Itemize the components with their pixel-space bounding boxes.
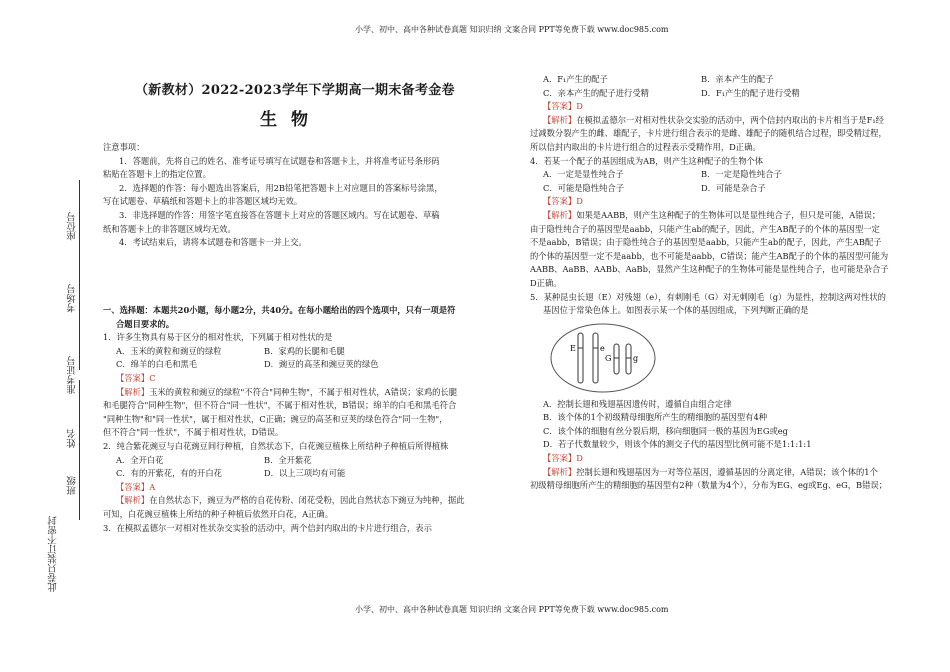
gene-label: G: [605, 353, 612, 363]
question-4-options-row: [530, 182, 902, 196]
analysis-tag: 【解析】: [543, 114, 577, 125]
question-1-stem: 1．许多生物具有易于区分的相对性状，下列属于相对性状的是: [103, 332, 333, 343]
analysis-tag: 【解析】: [543, 466, 577, 477]
seal-notice: 此卷只装订不密封: [48, 516, 59, 592]
option-d: D．F₁产生的配子进行受精: [701, 87, 800, 98]
question-2-options-row: [103, 467, 475, 481]
analysis-line: 过减数分裂产生的雌、雄配子，卡片进行组合表示的是雌、雄配子的随机结合过程，即受精过程，: [530, 128, 887, 139]
analysis-text: 控制长翅和残翅基因为一对等位基因，遵循基因的分离定律，A错误；该个体的1个: [576, 466, 878, 477]
question-5-analysis: [530, 466, 902, 480]
notice-line: 3．非选择题的作答：用签字笔直接答在答题卡上对应的答题区域内。写在试题卷、草稿: [119, 209, 440, 220]
notice-line: 1．答题前，先将自己的姓名、准考证号填写在试题卷和答题卡上，并将准考证号条形码: [119, 155, 440, 166]
question-3-answer: 【答案】D: [543, 101, 583, 112]
class-label: 班级: [67, 476, 78, 495]
analysis-line: "同种生物"和"同一性状"，属于相对性状，C正确；豌豆的高茎和豆荚的绿色符合"同一生物"，: [103, 413, 448, 424]
notice-line: 4．考试结束后，请将本试题卷和答题卡一并上交。: [119, 237, 307, 248]
option-d: D．若子代数量较少，则该个体的测交子代的基因型比例可能不是1:1:1:1: [543, 439, 812, 450]
question-3-options-row: [530, 87, 902, 101]
notice-heading: 注意事项：: [103, 142, 145, 152]
analysis-line: 由于隐性纯合子的基因型是aabb，只能产生ab的配子，因此，产生AB配子的个体的基因型一定: [530, 223, 880, 234]
analysis-line: 所以信封内取出的卡片进行组合的过程表示受精作用，D正确。: [530, 141, 761, 152]
binding-line: [79, 180, 80, 370]
question-5-stem: 5．某种昆虫长翅（E）对残翅（e），有刺刚毛（G）对无刺刚毛（g）为显性，控制这两对性状的: [530, 291, 886, 302]
chromosome-4: [626, 344, 631, 374]
analysis-text: 在自然状态下，豌豆为严格的自花传粉、闭花受粉，因此自然状态下豌豆为纯种，据此: [149, 495, 465, 506]
exam-room-label: 考场号: [67, 284, 78, 313]
question-4-answer: 【答案】D: [543, 196, 583, 207]
option-a: A．一定是显性纯合子: [543, 169, 624, 180]
chromosome-2: [593, 333, 598, 383]
notice-line: 2．选择题的作答：每小题选出答案后，用2B铅笔把答题卡上对应题目的答案标号涂黑，: [119, 182, 443, 193]
notice-line: 粘贴在答题卡上的指定位置。: [103, 169, 211, 180]
question-1-options-row: [103, 358, 475, 372]
subject-title: 生物: [260, 110, 322, 130]
option-a: A．全开白花: [116, 454, 164, 465]
notice-line: 纸和答题卡上的非答题区域均无效。: [103, 223, 236, 234]
section-heading-cont: 合题目要求的。: [116, 318, 175, 329]
chromosome-figure: [548, 320, 658, 396]
question-3-stem: 3．在模拟孟德尔一对相对性状杂交实验的活动中，两个信封内取出的卡片进行组合，表示: [103, 522, 432, 533]
option-a: A．F₁产生的配子: [543, 74, 608, 84]
section-heading: 一、选择题：本题共20小题，每小题2分，共40分。在每小题给出的四个选项中，只有一项是符: [103, 305, 456, 315]
question-4-analysis: [530, 209, 902, 223]
notice-block: [103, 141, 473, 250]
question-2-answer: 【答案】A: [116, 481, 156, 492]
analysis-text: 如果是AABB，则产生这种配子的生物体可以是显性纯合子，但只是可能，A错误；: [576, 209, 881, 220]
analysis-text: 在模拟孟德尔一对相对性状杂交实验的活动中，两个信封内取出的卡片相当于是F₁经: [576, 114, 884, 125]
analysis-line: 初级精母细胞所产生的精细胞的基因型有2种（数量为4个），分布为EG、eg或Eg、eG，B错误；: [530, 480, 888, 491]
question-2-stem: 2．纯合紫花豌豆与白花豌豆间行种植，自然状态下，白花豌豆植株上所结种子种植后所得植株: [103, 440, 449, 451]
chromosome-1: [578, 333, 583, 383]
ticket-number-label: 准考证号: [67, 356, 78, 394]
option-c: C．有的开紫花，有的开白花: [116, 468, 222, 479]
option-d: D．可能是杂合子: [701, 182, 766, 193]
section-one: [103, 304, 475, 535]
option-b: B．家鸡的长腿和毛腿: [264, 345, 345, 356]
right-column: [530, 73, 902, 493]
seat-label: 座位号: [67, 212, 78, 241]
notice-line: 写在试题卷、草稿纸和答题卡上的非答题区域均无效。: [103, 196, 303, 207]
chromosome-figure-area: [530, 318, 902, 398]
analysis-line: D正确。: [530, 277, 562, 288]
option-c: C．可能是隐性纯合子: [543, 182, 625, 193]
analysis-tag: 【解析】: [116, 495, 150, 506]
option-b: B．一定是隐性纯合子: [701, 169, 782, 180]
option-b: B．亲本产生的配子: [701, 74, 774, 84]
option-a: A．控制长翅和残翅基因遗传时，遵循自由组合定律: [543, 398, 732, 409]
analysis-line: 但不符合"同一性状"，不属于相对性状，D错误。: [103, 427, 284, 438]
gene-label: g: [633, 353, 639, 363]
analysis-tag: 【解析】: [543, 209, 577, 220]
question-1-answer: 【答案】C: [116, 372, 156, 383]
binding-line-lower: [79, 380, 80, 520]
gene-label: e: [600, 343, 605, 353]
analysis-text: 玉米的黄粒和豌豆的绿粒"不符合"同种生物"，不属于相对性状，A错误；家鸡的长腿: [149, 386, 458, 397]
cell-outline: [551, 324, 655, 392]
option-c: C．绵羊的白毛和黑毛: [116, 359, 198, 370]
question-2-options-row: [103, 454, 475, 468]
analysis-line: 不是aabb，B错误；由于隐性纯合子的基因型是aabb，只能产生ab的配子，因此，产生AB配子: [530, 237, 882, 248]
analysis-line: AABB、AaBB、AABb、AaBb，显然产生这种配子的生物体可能是显性纯合子，也可能是杂合子: [530, 264, 889, 275]
option-d: D．以上三项均有可能: [264, 468, 346, 479]
question-5-answer: 【答案】D: [543, 453, 583, 464]
option-c: C．该个体的细胞有丝分裂后期，移向细胞同一极的基因为EG或eg: [543, 425, 788, 436]
question-4-options-row: [530, 168, 902, 182]
question-2-analysis: [103, 494, 475, 508]
option-d: D．豌豆的高茎和豌豆荚的绿色: [264, 359, 379, 370]
question-3-analysis: [530, 114, 902, 128]
name-label: 姓名: [67, 429, 78, 448]
question-5-stem-cont: 基因位于常染色体上。如图表示某一个体的基因组成，下列判断正确的是: [543, 305, 809, 316]
analysis-line: 和毛腿符合"同种生物"，但不符合"同一性状"，不属于相对性状，B错误；绵羊的白毛和黑毛符合: [103, 400, 457, 411]
exam-title: （新教材）2022-2023学年下学期高一期末备考金卷: [135, 83, 455, 98]
page-header: 小学、初中、高中各种试卷真题 知识归纳 文案合同 PPT等免费下载 www.doc985.com: [355, 25, 669, 34]
question-4-stem: 4．若某一个配子的基因组成为AB，则产生这种配子的生物个体: [530, 155, 764, 166]
option-b: B．全开紫花: [264, 454, 312, 465]
chromosome-3: [614, 344, 619, 374]
question-3-options-row: [530, 73, 902, 87]
option-c: C．亲本产生的配子进行受精: [543, 87, 649, 98]
analysis-line: 可知，白花豌豆植株上所结的种子种植后依然开白花，A正确。: [103, 508, 334, 519]
analysis-tag: 【解析】: [116, 386, 150, 397]
option-b: B．该个体的1个初级精母细胞所产生的精细胞的基因型有4种: [543, 412, 768, 423]
page-footer: 小学、初中、高中各种试卷真题 知识归纳 文案合同 PPT等免费下载 www.doc985.com: [355, 605, 669, 614]
question-1-options-row: [103, 345, 475, 359]
question-1-analysis: [103, 386, 475, 400]
analysis-line: 的个体的基因型一定不是aabb，也不可能是aabb，C错误；能产生AB配子的个体的基因型可能为: [530, 250, 889, 261]
option-a: A．玉米的黄粒和豌豆的绿粒: [116, 345, 222, 356]
gene-label: E: [570, 343, 576, 353]
